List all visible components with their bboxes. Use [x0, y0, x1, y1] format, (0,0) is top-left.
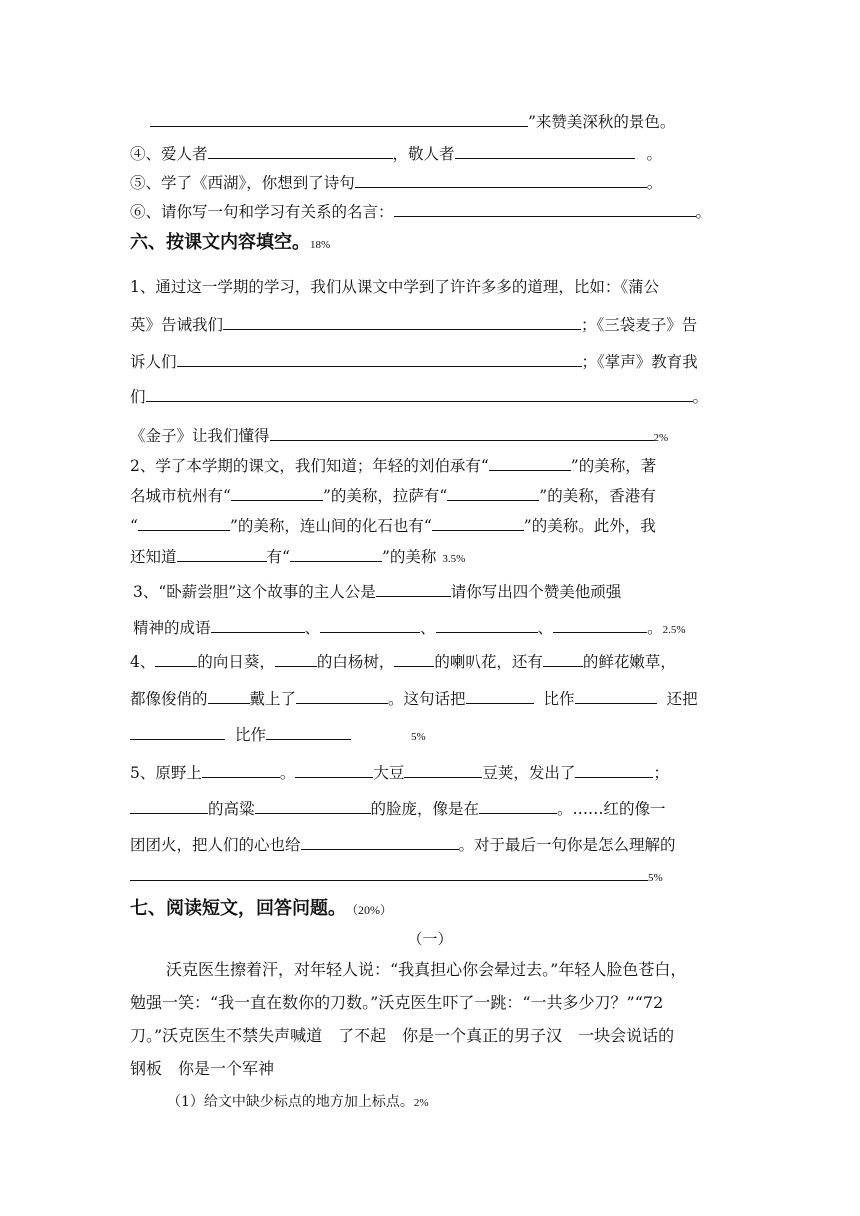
answer-blank[interactable]: [543, 650, 583, 667]
question-text: 4、: [130, 653, 156, 671]
answer-blank[interactable]: [290, 545, 382, 562]
question-text: 名城市杭州有“: [130, 487, 231, 505]
q4-line-1: [130, 650, 676, 673]
question-text: 、: [420, 619, 436, 637]
item-5: [130, 171, 662, 194]
q2-line-2: [130, 484, 656, 507]
question-text: ”的美称，连山间的化石也有“: [229, 517, 432, 535]
item-text: 。: [646, 145, 663, 163]
question-text: 的向日葵，: [197, 653, 275, 671]
q1-line-5: [130, 424, 668, 449]
answer-blank[interactable]: [208, 142, 393, 159]
q3-line-1: [133, 580, 621, 603]
question-text: 比作: [543, 690, 575, 708]
item-text: ⑥、请你写一句和学习有关系的名言：: [130, 203, 394, 221]
q1-line-3: [130, 350, 698, 373]
question-text: 。: [279, 764, 296, 782]
answer-blank[interactable]: [275, 650, 317, 667]
score-label: 5%: [411, 731, 426, 743]
passage-line-1: 沃克医生擦着汗，对年轻人说：“我真担心你会晕过去。”年轻人脸色苍白，: [166, 960, 687, 979]
question-text: 。……红的像一: [557, 800, 666, 818]
answer-blank[interactable]: [211, 616, 305, 633]
q1-line-4: [130, 385, 708, 408]
question-text: （1）给文中缺少标点的地方加上标点。: [167, 1094, 414, 1110]
item-text: ④、爱人者: [130, 145, 208, 163]
item-text: ⑤、学了《西湖》，你想到了诗句: [130, 174, 355, 192]
question-text: ”的美称，香港有: [539, 487, 656, 505]
question-text: 的喇叭花，还有: [434, 653, 543, 671]
question-text: 有“: [266, 548, 290, 566]
answer-blank[interactable]: [208, 687, 250, 704]
answer-blank[interactable]: [255, 797, 371, 814]
answer-blank[interactable]: [575, 687, 657, 704]
question-text: 。对于最后一句你是怎么理解的: [458, 836, 676, 854]
item-text: ，敬人者: [392, 145, 455, 163]
answer-blank[interactable]: [130, 723, 225, 740]
question-text: 的白杨树，: [316, 653, 395, 671]
question-text: ；: [653, 764, 669, 782]
question-text: ”的美称: [381, 548, 437, 566]
section-title: 七、阅读短文，回答问题。: [130, 898, 346, 919]
score-label: （20%）: [346, 903, 392, 917]
score-label: 18%: [310, 239, 331, 251]
q1-line-2: [130, 313, 697, 336]
answer-blank[interactable]: [177, 545, 267, 562]
question-text: 的脸庞，像是在: [370, 800, 480, 818]
answer-blank[interactable]: [466, 687, 534, 704]
answer-blank[interactable]: [130, 864, 648, 881]
question-text: ”的美称，著: [570, 457, 657, 475]
reading-question-1: [167, 1091, 429, 1114]
question-text: 们: [130, 388, 146, 406]
q5-line-4: [130, 864, 663, 889]
answer-blank[interactable]: [270, 424, 654, 441]
q2-line-4: [130, 545, 465, 570]
answer-blank[interactable]: [394, 650, 434, 667]
answer-blank[interactable]: [376, 580, 451, 597]
answer-blank[interactable]: [231, 484, 323, 501]
question-text: 戴上了: [249, 690, 297, 708]
question-text: 。: [647, 619, 663, 637]
question-text: 3、“卧薪尝胆”这个故事的主人公是: [133, 583, 376, 601]
question-text: ；《三袋麦子》告: [581, 316, 698, 334]
item-text: ”来赞美深秋的景色。: [528, 113, 676, 131]
answer-blank[interactable]: [296, 687, 388, 704]
question-text: “: [130, 517, 138, 535]
question-text: 、: [537, 619, 554, 637]
answer-blank[interactable]: [479, 797, 557, 814]
answer-blank[interactable]: [432, 514, 524, 531]
question-text: 诉人们: [130, 353, 177, 371]
item-line-0: [150, 110, 675, 133]
answer-blank[interactable]: [130, 797, 208, 814]
item-6: [130, 200, 711, 223]
q4-line-3: [130, 723, 426, 748]
q4-line-2: [130, 687, 698, 710]
answer-blank[interactable]: [177, 350, 582, 367]
question-text: 英》告诫我们: [130, 316, 224, 334]
question-text: 团团火，把人们的心也给: [130, 836, 301, 854]
question-text: ”的美称，拉萨有“: [322, 487, 448, 505]
question-text: 精神的成语: [133, 619, 211, 637]
item-4: [130, 142, 662, 165]
question-text: 比作: [235, 726, 267, 744]
answer-blank[interactable]: [266, 723, 351, 740]
question-text: 请你写出四个赞美他顽强: [450, 583, 622, 601]
score-label: 5%: [648, 872, 663, 884]
answer-blank[interactable]: [447, 484, 539, 501]
passage-line-3: 刀。”沃克医生不禁失声喊道 了不起 你是一个真正的男子汉 一块会说话的: [130, 1026, 675, 1045]
score-label: 3.5%: [442, 553, 466, 565]
answer-blank[interactable]: [301, 833, 459, 850]
q5-line-3: [130, 833, 676, 856]
question-text: 《金子》让我们懂得: [130, 427, 270, 445]
question-text: ；《掌声》教育我: [581, 353, 698, 371]
question-text: 5、原野上: [130, 764, 202, 782]
q2-line-3: [130, 514, 656, 537]
answer-blank[interactable]: [150, 110, 528, 127]
passage-line-4: 钢板 你是一个军神: [130, 1059, 275, 1078]
score-label: 2%: [653, 432, 669, 444]
q5-line-2: [130, 797, 666, 820]
question-text: 。: [692, 388, 709, 406]
section-6-heading: [130, 232, 330, 256]
answer-blank[interactable]: [202, 761, 280, 778]
question-text: 。这句话把: [388, 690, 466, 708]
question-text: 、: [304, 619, 321, 637]
answer-blank[interactable]: [436, 616, 538, 633]
answer-blank[interactable]: [155, 650, 197, 667]
answer-blank[interactable]: [320, 616, 420, 633]
item-text: 。: [695, 203, 712, 221]
answer-blank[interactable]: [404, 761, 482, 778]
score-label: 2%: [413, 1097, 429, 1109]
answer-blank[interactable]: [146, 385, 693, 402]
answer-blank[interactable]: [489, 454, 571, 471]
score-label: 2.5%: [662, 624, 686, 636]
question-text: ”的美称。此外，我: [523, 517, 656, 535]
answer-blank[interactable]: [394, 200, 696, 217]
q2-line-1: [130, 454, 656, 477]
answer-blank[interactable]: [355, 171, 647, 188]
answer-blank[interactable]: [223, 313, 581, 330]
question-text: 的鲜花嫩草，: [582, 653, 676, 671]
answer-blank[interactable]: [295, 761, 373, 778]
question-text: 都像俊俏的: [130, 690, 208, 708]
q5-line-1: [130, 761, 669, 784]
question-text: 还知道: [130, 548, 177, 566]
q1-line-1: [130, 276, 659, 298]
item-text: 。: [646, 174, 663, 192]
passage-line-2: 勉强一笑：“我一直在数你的刀数。”沃克医生吓了一跳：“一共多少刀？”“72: [130, 993, 664, 1012]
answer-blank[interactable]: [553, 616, 647, 633]
section-7-heading: [130, 898, 392, 921]
answer-blank[interactable]: [455, 142, 635, 159]
question-text: 2、学了本学期的课文，我们知道；年轻的刘伯承有“: [130, 457, 489, 475]
question-text: 还把: [666, 690, 698, 708]
answer-blank[interactable]: [575, 761, 653, 778]
question-text: 大豆: [373, 764, 405, 782]
question-text: 豆荚，发出了: [482, 764, 576, 782]
question-text: 的高粱: [208, 800, 255, 818]
passage-part-label: （一）: [407, 930, 453, 948]
question-text: 1、通过这一学期的学习，我们从课文中学到了许许多多的道理，比如：《蒲公: [130, 278, 660, 296]
section-title: 六、按课文内容填空。: [130, 232, 310, 253]
q3-line-2: [133, 616, 686, 641]
answer-blank[interactable]: [138, 514, 230, 531]
